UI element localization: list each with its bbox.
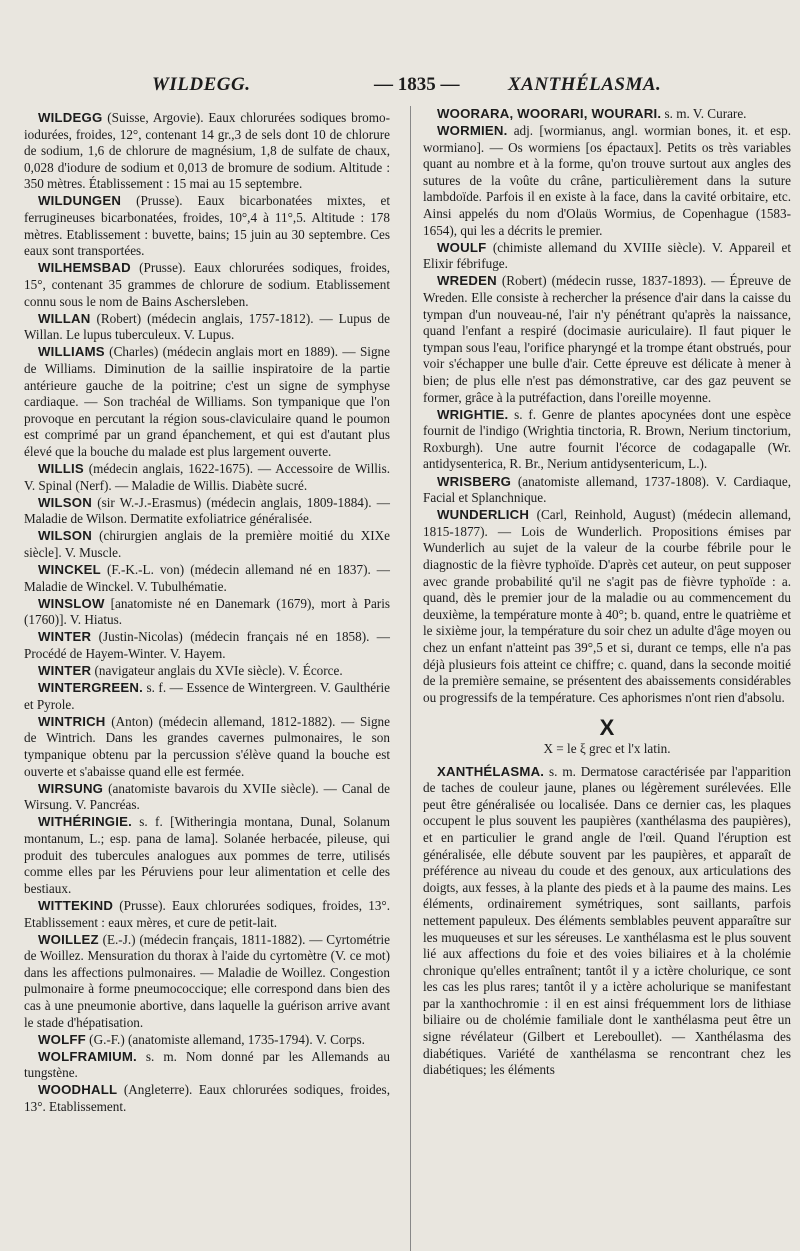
entry-definition: s. f. Genre de plantes apocynées dont une espèce fournit de l'indigo (Wrightia tinctoria, R. Brown, Nerium tinctorium, Roxburgh). Une autre fournit l'écorce de codagapalle (Wr. antidysenterica, R. Br., Nerium antidysentericum, L.). bbox=[423, 406, 791, 472]
entry-headword: WORMIEN. bbox=[437, 123, 508, 139]
entry-definition: s. m. Dermatose caractérisée par l'apparition de taches de couleur jaune, planes ou légèrement surélevées. Elle peut être généralisée ou localisée. Dans ce dernier cas, les plaques occupent le plus souvent les paupières (xanthélasma des paupières), et en particulier le grand angle de l'œil. Quand l'éruption est généralisée, elle débute souvent par les paupières, et apparaît de préférence au niveau du coude et des genoux, aux articulations des doigts, aux fesses, à la plante des pieds et à la paume des mains. Les éléments, ordinairement symétriques, sont saillants, parfois nettement papuleux. Des éléments semblables peuvent apparaître sur les muqueuses et sur les séreuses. Le xanthélasma est le plus souvent lié aux affections du foie et des voies biliaires et à la cholémie chronique qu'elles entraînent; tantôt il y a ictère cholurique, ce sont les cas les plus rares; tantôt il y a ictère acholurique se manifestant par la xanthochromie : il en est ainsi fréquemment lors de lithiase biliaire ou de cholémie familiale dont le xanthélasma peut être un signe révélateur (Gilbert et Lereboullet). — Xanthélasma des diabétiques. Variété de xanthélasma se rencontrant chez les diabétiques; les éléments bbox=[423, 763, 791, 1078]
entry-definition: (Angleterre). Eaux chlorurées sodiques, froides, 13°. Etablissement. bbox=[24, 1082, 390, 1115]
dictionary-entry bbox=[423, 474, 791, 507]
dictionary-entry bbox=[24, 898, 390, 931]
entry-headword: WOLFRAMIUM. bbox=[38, 1048, 137, 1064]
entry-headword: WUNDERLICH bbox=[437, 507, 530, 523]
entry-definition: (navigateur anglais du XVIe siècle). V. Écorce. bbox=[91, 663, 343, 679]
entry-definition: (F.-K.-L. von) (médecin allemand né en 1837). — Maladie de Winckel. V. Tubulhématie. bbox=[24, 562, 390, 594]
dictionary-entry bbox=[423, 507, 791, 706]
entry-headword: WOLFF bbox=[38, 1031, 86, 1047]
page-number: — 1835 — bbox=[374, 74, 460, 95]
entry-headword: WREDEN bbox=[437, 273, 497, 289]
section-letter: X bbox=[599, 715, 615, 741]
entry-definition: (anatomiste allemand, 1737-1808). V. Cardiaque, Facial et Splanchnique. bbox=[423, 473, 791, 506]
entry-headword: WIRSUNG bbox=[38, 780, 104, 796]
entry-definition: adj. [wormianus, angl. wormian bones, it. et esp. wormiano]. — Os wormiens [os épactaux]. Petits os très variables quant au nombre et à la forme, qu'on trouve surtout aux angles des sutures de la voûte du crâne, particulièrement dans la suture lambdoïde. Parfois il en existe à la face, dans la cavité orbitaire, etc. Ainsi appelés du nom d'Olaüs Wormius, de Copenhague (1583-1654), qui les a décrits le premier. bbox=[423, 123, 791, 238]
entry-definition: (médecin anglais, 1622-1675). — Accessoire de Willis. V. Spinal (Nerf). — Maladie de Willis. Diabète sucré. bbox=[24, 460, 390, 493]
entry-headword: WINSLOW bbox=[38, 595, 105, 611]
right-column bbox=[410, 106, 791, 1251]
entry-headword: WITTEKIND bbox=[38, 897, 114, 913]
entry-headword: WOILLEZ bbox=[38, 931, 99, 947]
entry-headword: WINTER bbox=[38, 629, 92, 645]
dictionary-entry bbox=[24, 528, 390, 561]
entry-definition: s. f. — Essence de Wintergreen. V. Gaulthérie et Pyrole. bbox=[24, 680, 390, 712]
entry-headword: WOORARA, WOORARI, WOURARI. bbox=[437, 106, 662, 121]
entry-definition: s. m. Nom donné par les Allemands au tungstène. bbox=[24, 1048, 390, 1081]
dictionary-entry bbox=[24, 781, 390, 814]
left-column bbox=[24, 110, 390, 1116]
dictionary-entry bbox=[24, 461, 390, 494]
entry-definition: (Charles) (médecin anglais mort en 1889). — Signe de Williams. Diminution de la saillie inspiratoire de la partie antérieure gauche de la poitrine; c'est un signe de symphyse cardiaque. — Son trachéal de Williams. Son tympanique que l'on provoque en percutant la région sous-claviculaire quand le poumon est comprimé par un grand épanchement, et qui est d'autant plus élevé que la bouche du malade est plus largement ouverte. bbox=[24, 344, 390, 459]
header-first-word: WILDEGG. bbox=[152, 74, 251, 95]
entry-definition: (chirurgien anglais de la première moitié du XIXe siècle]. V. Muscle. bbox=[24, 528, 390, 560]
entry-headword: WRIGHTIE. bbox=[437, 406, 509, 422]
dictionary-entry bbox=[24, 814, 390, 897]
dictionary-entry bbox=[24, 260, 390, 310]
entry-definition: (Prusse). Eaux bicarbonatées mixtes, et ferrugineuses bicarbonatées, froides, 10°,4 à 11°,5. Altitude : 178 mètres. Etablissement : buvette, bains; 15 juin au 30 septembre. Ces eaux sont transportées. bbox=[24, 193, 390, 259]
entry-definition: (Suisse, Argovie). Eaux chlorurées sodiques bromo-iodurées, froides, 12°, contenant 14 gr.,3 de sels dont 10 de chlorure de sodium, 1,6 de chlorure de magnésium, 1,8 de sulfate de chaux, 0,028 d'iodure de sodium et 0,013 de bromure de sodium. Altitude : 350 mètres. Établissement : 15 mai au 15 septembre. bbox=[24, 110, 390, 192]
dictionary-entry bbox=[24, 680, 390, 713]
dictionary-entry bbox=[24, 596, 390, 629]
page-header bbox=[0, 74, 800, 100]
entry-headword: XANTHÉLASMA. bbox=[437, 763, 545, 779]
entry-headword: WILDUNGEN bbox=[38, 193, 122, 209]
dictionary-entry bbox=[24, 714, 390, 780]
entry-headword: WINTER bbox=[38, 663, 92, 679]
entry-headword: WOULF bbox=[437, 239, 487, 255]
dictionary-entry bbox=[24, 110, 390, 193]
dictionary-entry bbox=[423, 273, 791, 406]
entry-definition: (Carl, Reinhold, August) (médecin allemand, 1815-1877). — Lois de Wunderlich. Propositions émises par Wunderlich au sujet de la valeur de la courbe fébrile pour le diagnostic de la fièvre typhoïde. D'après cet auteur, on peut supposer avec grande probabilité qu'il ne s'agit pas de fièvre typhoïde : a. quand, dès le premier jour de la maladie ou au commencement du deuxième, la température monte à 40°; b. quand, entre le quatrième et le sixième jour, la température du soir chez un adulte d'âge moyen ou chez un enfant n'atteint pas 39°,5 et si, durant ce temps, elle n'a pas déjà plusieurs fois atteint ce chiffre; c. quand, dans la seconde moitié de la première semaine, se présentent des abaissements considérables ou progressifs de la température. Ces aphorismes n'ont rien d'absolu. bbox=[423, 507, 791, 705]
entry-definition: s. f. [Witheringia montana, Dunal, Solanum montanum, L.; esp. pana de lama]. Solanée herbacée, pileuse, qui produit des tubercules analogues aux pommes de terre, utilisés comme elles par les Péruviens pour leur alimentation et celle des bestiaux. bbox=[24, 814, 390, 896]
entry-headword: WOODHALL bbox=[38, 1082, 118, 1098]
entry-headword: WILSON bbox=[38, 494, 92, 510]
entry-definition: (anatomiste bavarois du XVIIe siècle). — Canal de Wirsung. V. Pancréas. bbox=[24, 780, 390, 813]
entry-definition: (E.-J.) (médecin français, 1811-1882). — Cyrtométrie de Woillez. Mensuration du thorax à l'aide du cyrtomètre (V. ce mot) dans les affections pulmonaires. — Maladie de Woillez. Congestion pulmonaire à forme pneumococcique; elle correspond dans bien des cas à une pneumonie abortive, dans laquelle la guérison arrive avant le stade d'hépatisation. bbox=[24, 931, 390, 1030]
dictionary-entry bbox=[423, 764, 791, 1079]
dictionary-entry bbox=[24, 495, 390, 528]
entry-headword: WINTERGREEN. bbox=[38, 680, 143, 696]
section-note: X = le ξ grec et l'x latin. bbox=[543, 740, 671, 756]
dictionary-entry bbox=[24, 663, 390, 680]
entry-definition: (Robert) (médecin anglais, 1757-1812). — Lupus de Willan. Le lupus tuberculeux. V. Lupus. bbox=[24, 310, 390, 343]
entry-definition: (Prusse). Eaux chlorurées sodiques, froides, 15°, contenant 35 grammes de chlorure de sodium. Etablissement connu sous le nom de Bains Aschersleben. bbox=[24, 260, 390, 309]
header-last-word: XANTHÉLASMA. bbox=[508, 74, 662, 95]
dictionary-entry bbox=[24, 562, 390, 595]
dictionary-entry bbox=[24, 1032, 390, 1049]
dictionary-entry bbox=[423, 123, 791, 239]
dictionary-entry bbox=[423, 240, 791, 273]
entry-definition: (G.-F.) (anatomiste allemand, 1735-1794). V. Corps. bbox=[85, 1031, 365, 1047]
entry-headword: WITHÉRINGIE. bbox=[38, 814, 132, 830]
dictionary-entry bbox=[24, 193, 390, 259]
entry-headword: WRISBERG bbox=[437, 473, 512, 489]
entry-headword: WILLIS bbox=[38, 460, 84, 476]
entry-definition: (Justin-Nicolas) (médecin français né en 1858). — Procédé de Hayem-Winter. V. Hayem. bbox=[24, 629, 390, 661]
entry-definition: (chimiste allemand du XVIIIe siècle). V. Appareil et Elixir fébrifuge. bbox=[423, 239, 791, 272]
entry-headword: WILLIAMS bbox=[38, 344, 105, 360]
entry-headword: WINTRICH bbox=[38, 713, 106, 729]
entry-headword: WILDEGG bbox=[38, 110, 103, 125]
entry-headword: WILLAN bbox=[38, 310, 91, 326]
entry-headword: WILHEMSBAD bbox=[38, 260, 131, 276]
entry-definition: (sir W.-J.-Erasmus) (médecin anglais, 1809-1884). — Maladie de Wilson. Dermatite exfoliatrice généralisée. bbox=[24, 494, 390, 527]
entry-headword: WINCKEL bbox=[38, 562, 101, 578]
dictionary-entry bbox=[24, 1049, 390, 1082]
right-column-entries bbox=[423, 106, 791, 706]
entry-definition: (Robert) (médecin russe, 1837-1893). — Épreuve de Wreden. Elle consiste à rechercher la présence d'air dans la caisse du tympan d'un nouveau-né, l'air n'y pénétrant qu'après la naissance, quand l'enfant a respiré (docimasie auriculaire). Il faut piquer le tympan sous l'eau, l'orifice pharyngé et la trompe étant obstrués, pour voir s'échapper une bulle d'air. Cette épreuve est délicate à mener à bien; de plus elle n'est pas démonstrative, car des gaz peuvent se former, grâce à la putréfaction, dans l'oreille moyenne. bbox=[423, 273, 791, 405]
entry-definition: s. m. V. Curare. bbox=[661, 106, 747, 121]
entry-definition: (Prusse). Eaux chlorurées sodiques, froides, 13°. Etablissement : eaux mères, et cure de petit-lait. bbox=[24, 897, 390, 930]
dictionary-entry bbox=[24, 629, 390, 662]
dictionary-entry bbox=[24, 932, 390, 1032]
right-column-entries-x bbox=[423, 764, 791, 1079]
dictionary-entry bbox=[24, 1082, 390, 1115]
dictionary-entry bbox=[423, 106, 791, 123]
entry-headword: WILSON bbox=[38, 528, 92, 544]
dictionary-entry bbox=[24, 311, 390, 344]
entry-definition: [anatomiste né en Danemark (1679), mort à Paris (1760)]. V. Hiatus. bbox=[24, 595, 390, 628]
dictionary-entry bbox=[24, 344, 390, 460]
dictionary-entry bbox=[423, 407, 791, 473]
entry-definition: (Anton) (médecin allemand, 1812-1882). — Signe de Wintrich. Dans les grandes cavernes pulmonaires, le son tympanique obtenu par la percussion s'élève quand la bouche est ouverte et s'abaisse quand elle est fermée. bbox=[24, 713, 390, 779]
